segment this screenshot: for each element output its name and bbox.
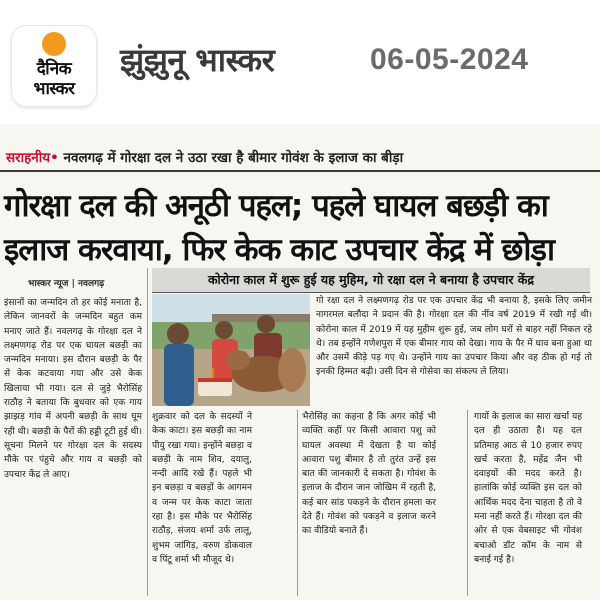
logo-text-line1: दैनिक (36, 59, 72, 79)
kicker-text: नवलगढ़ में गोरक्षा दल ने उठा रखा है बीमार गोवंश के इलाज का बीड़ा (63, 150, 404, 166)
section-banner: कोरोना काल में शुरू हुई यह मुहिम, गो रक्षा दल ने बनाया है उपचार केंद्र (152, 268, 590, 293)
kicker-label: सराहनीय• (6, 150, 59, 166)
headline-line-2: इलाज करवाया, फिर केक काट उपचार केंद्र में छोड़ा (4, 232, 555, 268)
byline: भास्कर न्यूज | नवलगढ़ (28, 279, 105, 289)
column-divider (297, 410, 298, 596)
logo-text-line2: भास्कर (33, 79, 75, 99)
column-top-right: गो रक्षा दल ने लक्ष्मणगढ़ रोड पर एक उपचार केंद्र भी बनाया है, इसके लिए जमीन नागरमल बलौदा ने प्रदान की है। गोरक्षा दल की नींव वर्ष 2019 में रखी गई थी। कोरोना काल में 2019 में यह मुहीम शुरू हुई, जब लोग घरों से बाहर नहीं निकल रहे थे। तब इन्होंने गणेशपुरा में एक बीमार गाय को देखा। गाय के पैर में घाव बना हुआ था और उसमें कीड़े पड़ गए थे। उन्होंने गाय का उपचार किया और वह ठीक हो गई तो इनकी हिम्मत बढ़ी। उसी दिन से गोसेवा का संकल्प ले लिया। (316, 296, 592, 378)
edition-title: झुंझुनू भास्कर (120, 41, 275, 79)
column-divider (147, 268, 148, 596)
news-photo (152, 294, 310, 406)
dainik-bhaskar-logo (12, 26, 96, 106)
column-divider (467, 410, 468, 596)
headline (4, 184, 600, 272)
kicker-line (6, 148, 403, 166)
column-3: भैरोसिंह का कहना है कि अगर कोई भी व्यक्ति कहीं पर किसी आवारा पशु को घायल अवस्था में देखता है या कोई आवारा पशु बीमार है तो तुरंत उन्हें इस बात की जानकारी दे सकता है। गोवंश के इलाज के दौरान जान जोखिम में रहती है, कई बार सांड पकड़ने के दौरान हमला कर देते हैं। गोवंश को पकड़ने व इलाज करने का वीडियो बनाते हैं। (302, 412, 436, 537)
column-2: शुक्रवार को दल के सदस्यों ने केक काटा। इस बछड़ी का नाम पीयु रखा गया। इन्होंने बछड़ा व बछड़ी के नाम शिव, दयालु, नन्दी आदि रखे हैं। पहले भी इन बछड़ा व बछड़ों के आगमन व जन्म पर केक काटा जाता रहा है। इस मौके पर भैरोसिंह राठौड़, संजय शर्मा उर्फ लालू, शुभम जांगिड़, वरुण डोकवाल व पिंटू शर्मा भी मौजूद थे। (152, 412, 252, 565)
headline-line-1: गोरक्षा दल की अनूठी पहल; पहले घायल बछड़ी का (4, 188, 548, 224)
column-left: इंसानों का जन्मदिन तो हर कोई मनाता है, लेकिन जानवरों के जन्मदिन बहुत कम मनाए जाते हैं। नवलगढ़ के गोरक्षा दल ने लक्ष्मणगढ़ रोड पर एक घायल बछड़ी का जन्मदिन मनाया। इस दौरान बछड़ी के पैर से केक कटवाया गया और उसे केक खिलाया भी गया। दल से जुड़े भैरोसिंह राठौड़ ने बताया कि बुधवार को एक गाय झाझड़ गांव में अपनी बछड़ी के साथ घूम रही थी। बछड़ी के पैरों की हड्डी टूटी हुई थी। सूचना मिलने पर गोरक्षा दल के सदस्य मौके पर पंहुचे और गाय व बछड़ी को उपचार केंद्र ले आए। (4, 298, 142, 480)
news-clipping (0, 126, 600, 600)
newspaper-header (0, 0, 600, 124)
kicker-divider (0, 170, 600, 172)
column-4: गायों के इलाज का सारा खर्चा यह दल ही उठाता है। यह दल प्रतिमाह आठ से 10 हजार रुपए खर्च करता है, महेंद्र जैन भी दवाइयों की मदद करते है। हालांकि कोई व्यक्ति इस दल को आर्थिक मदद देना चाहता है तो वे मना नहीं करते हैं। गोरक्षा दल की ओर से एक वेबसाइट भी गोवंश बचाओ डॉट कॉम के नाम से बनाई गई है। (474, 412, 582, 565)
sun-icon (42, 32, 66, 56)
publication-date: 06-05-2024 (370, 43, 529, 76)
photo-illustration (152, 294, 310, 406)
